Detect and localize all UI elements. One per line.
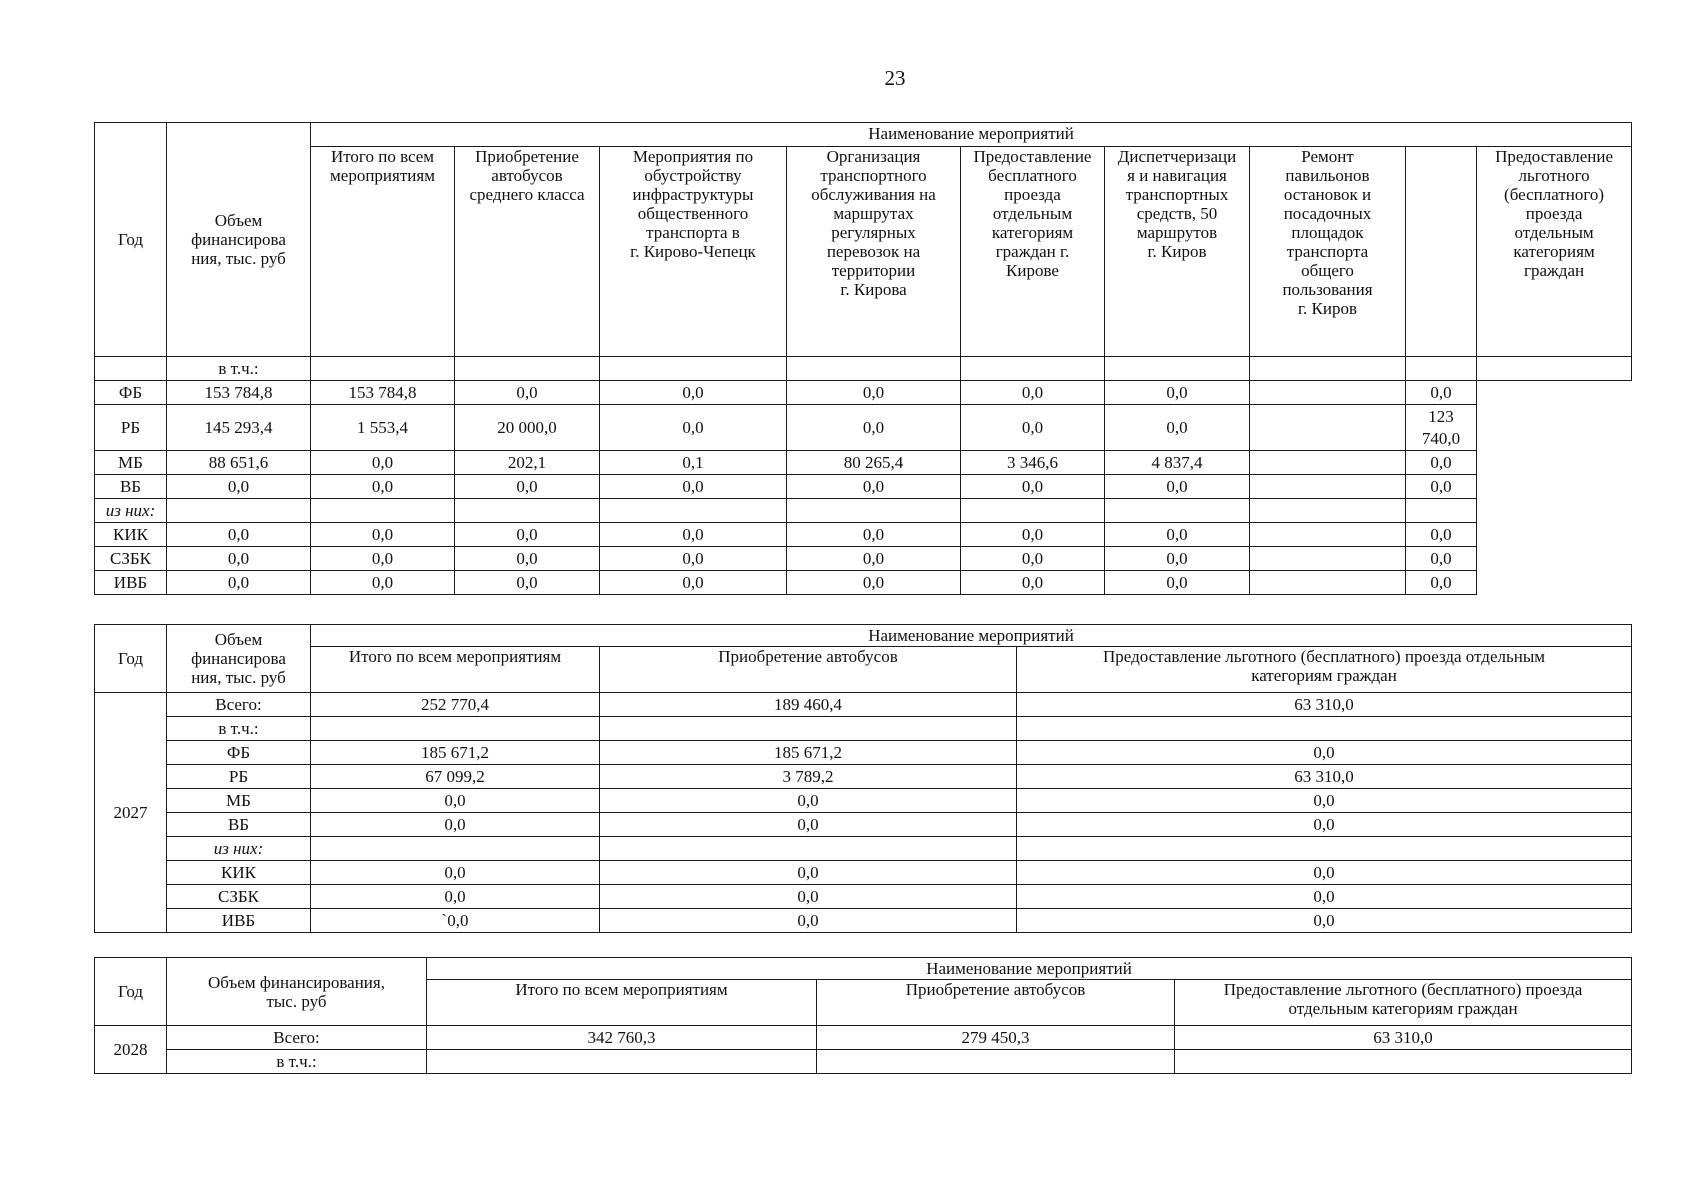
source-label: РБ — [95, 405, 167, 451]
source-label: ФБ — [95, 381, 167, 405]
volume-header: Объем финансирова ния, тыс. руб — [167, 123, 311, 357]
table-row — [95, 523, 1632, 547]
source-label: ИВБ — [167, 909, 311, 933]
source-label: КИК — [95, 523, 167, 547]
value-cell: 0,0 — [961, 381, 1105, 405]
value-cell — [1250, 451, 1406, 475]
value-cell: 0,0 — [787, 381, 961, 405]
table-row — [95, 451, 1632, 475]
column-header-label: Предоставление льготного (бесплатного) проезда отдельным категориям граждан — [1103, 647, 1545, 685]
value-cell: 0,0 — [455, 523, 600, 547]
source-label: СЗБК — [95, 547, 167, 571]
value-cell: 0,0 — [787, 405, 961, 451]
table-row — [95, 813, 1632, 837]
value-cell: 0,0 — [455, 381, 600, 405]
table-row — [95, 547, 1632, 571]
empty-cell — [600, 717, 1017, 741]
value-cell: 0,0 — [167, 475, 311, 499]
activities-group-header: Наименование мероприятий — [427, 958, 1632, 980]
incl-label: в т.ч.: — [167, 717, 311, 741]
value-cell: 0,0 — [600, 381, 787, 405]
column-header — [1175, 980, 1632, 1026]
value-cell: 0,0 — [167, 571, 311, 595]
financing-table-2027 — [94, 624, 1632, 933]
value-cell: 202,1 — [455, 451, 600, 475]
financing-table-2026 — [94, 122, 1632, 595]
year-cell: 2028 — [95, 1026, 167, 1074]
empty-cell — [1175, 1050, 1632, 1074]
value-cell: 0,0 — [1406, 381, 1477, 405]
column-header — [817, 980, 1175, 1026]
source-label: КИК — [167, 861, 311, 885]
source-label: ВБ — [167, 813, 311, 837]
year-cell: 2027 — [95, 693, 167, 933]
column-header — [455, 147, 600, 357]
empty-cell — [455, 499, 600, 523]
empty-cell — [1017, 837, 1632, 861]
column-header — [787, 147, 961, 357]
value-cell: 185 671,2 — [311, 741, 600, 765]
column-header — [311, 647, 600, 693]
value-cell: 0,0 — [600, 813, 1017, 837]
value-cell: 0,0 — [787, 523, 961, 547]
table-row — [95, 1050, 1632, 1074]
value-cell: 0,0 — [1406, 547, 1477, 571]
column-header-label: Итого по всем мероприятиям — [348, 647, 562, 666]
value-cell: 3 789,2 — [600, 765, 1017, 789]
column-header-label: Приобретение автобусов среднего класса — [469, 147, 585, 204]
column-header-label: Приобретение автобусов — [905, 980, 1086, 999]
column-header-label: Приобретение автобусов — [718, 647, 898, 666]
value-cell: 0,0 — [311, 523, 455, 547]
column-header — [311, 147, 455, 357]
value-cell: 0,0 — [1105, 571, 1250, 595]
value-cell: 88 651,6 — [167, 451, 311, 475]
value-cell: 145 293,4 — [167, 405, 311, 451]
column-header — [1017, 647, 1632, 693]
value-cell: 63 310,0 — [1017, 765, 1632, 789]
value-cell: 0,0 — [167, 547, 311, 571]
source-label: МБ — [167, 789, 311, 813]
value-cell — [1250, 381, 1406, 405]
value-cell: 0,0 — [961, 547, 1105, 571]
of-them-label: из них: — [167, 837, 311, 861]
value-cell: 0,0 — [600, 405, 787, 451]
value-cell: 0,0 — [1017, 909, 1632, 933]
value-cell: 153 784,8 — [167, 381, 311, 405]
empty-cell — [787, 499, 961, 523]
value-cell: 0,0 — [961, 405, 1105, 451]
activities-group-header: Наименование мероприятий — [311, 625, 1632, 647]
table-row — [95, 405, 1632, 451]
value-cell: 0,0 — [1105, 547, 1250, 571]
column-header-label: Предоставление льготного (бесплатного) проезда отдельным категориям граждан — [1223, 980, 1583, 1018]
empty-cell — [600, 837, 1017, 861]
value-cell: 0,0 — [600, 909, 1017, 933]
value-cell: 0,0 — [1017, 861, 1632, 885]
total-value: 342 760,3 — [427, 1026, 817, 1050]
value-cell — [1250, 405, 1406, 451]
value-cell: 67 099,2 — [311, 765, 600, 789]
table-row — [95, 1026, 1632, 1050]
table-row — [95, 909, 1632, 933]
value-cell: 0,0 — [600, 571, 787, 595]
value-cell: 0,0 — [961, 571, 1105, 595]
of-them-label: из них: — [95, 499, 167, 523]
table-row — [95, 475, 1632, 499]
value-cell: 0,0 — [1017, 813, 1632, 837]
table-row — [95, 837, 1632, 861]
value-cell: 0,0 — [311, 475, 455, 499]
value-cell: 0,0 — [455, 475, 600, 499]
activities-group-header: Наименование мероприятий — [311, 123, 1632, 147]
value-cell: 0,0 — [787, 571, 961, 595]
source-label: ФБ — [167, 741, 311, 765]
value-cell: 0,0 — [600, 523, 787, 547]
value-cell: 1 553,4 — [311, 405, 455, 451]
empty-cell — [1250, 499, 1406, 523]
empty-cell — [600, 499, 787, 523]
value-cell: 0,0 — [311, 547, 455, 571]
value-cell — [1250, 547, 1406, 571]
page-number: 23 — [884, 66, 906, 90]
value-cell: 80 265,4 — [787, 451, 961, 475]
empty-cell — [961, 499, 1105, 523]
value-cell: 0,0 — [1017, 789, 1632, 813]
table-row — [95, 381, 1632, 405]
source-label: ИВБ — [95, 571, 167, 595]
value-cell: 0,0 — [787, 475, 961, 499]
financing-table-2028 — [94, 957, 1632, 1074]
value-cell: 0,0 — [1017, 741, 1632, 765]
total-label: Всего: — [167, 1026, 427, 1050]
table-row — [95, 499, 1632, 523]
table-row — [95, 693, 1632, 717]
value-cell: 185 671,2 — [600, 741, 1017, 765]
value-cell: 153 784,8 — [311, 381, 455, 405]
value-cell: 0,0 — [167, 523, 311, 547]
source-label: РБ — [167, 765, 311, 789]
column-header-label: Организация транспортного обслуживания на маршрутах регулярных перевозок на территории г. Кирова — [811, 147, 936, 299]
value-cell: `0,0 — [311, 909, 600, 933]
source-label: СЗБК — [167, 885, 311, 909]
table-row — [95, 861, 1632, 885]
empty-cell — [167, 499, 311, 523]
volume-header: Объем финансирова ния, тыс. руб — [167, 625, 311, 693]
table-row — [95, 885, 1632, 909]
column-header-label: Мероприятия по обустройству инфраструктуры общественного транспорта в г. Кирово-Чепецк — [630, 147, 756, 261]
value-cell: 0,0 — [311, 861, 600, 885]
value-cell: 3 346,6 — [961, 451, 1105, 475]
value-cell: 123 740,0 — [1406, 405, 1477, 451]
value-cell: 0,0 — [1105, 405, 1250, 451]
value-cell: 0,0 — [1406, 523, 1477, 547]
year-header: Год — [95, 958, 167, 1026]
column-header-label: Ремонт павильонов остановок и посадочных площадок транспорта общего пользования г. Киров — [1282, 147, 1373, 318]
empty-cell — [311, 837, 600, 861]
total-value: 189 460,4 — [600, 693, 1017, 717]
table-row — [95, 571, 1632, 595]
value-cell: 0,0 — [1105, 381, 1250, 405]
value-cell: 0,0 — [1105, 523, 1250, 547]
empty-cell — [1017, 717, 1632, 741]
column-header — [1250, 147, 1406, 357]
value-cell — [1250, 523, 1406, 547]
empty-cell — [427, 1050, 817, 1074]
total-value: 63 310,0 — [1175, 1026, 1632, 1050]
column-header-label: Предоставление бесплатного проезда отдельным категориям граждан г. Кирове — [973, 147, 1092, 280]
incl-label: в т.ч.: — [167, 357, 311, 381]
source-label: МБ — [95, 451, 167, 475]
column-header — [427, 980, 817, 1026]
value-cell: 0,0 — [455, 547, 600, 571]
column-header — [600, 647, 1017, 693]
value-cell: 0,0 — [311, 451, 455, 475]
column-header-label: Итого по всем мероприятиям — [330, 147, 435, 185]
value-cell: 4 837,4 — [1105, 451, 1250, 475]
value-cell: 0,0 — [311, 885, 600, 909]
value-cell: 0,0 — [1017, 885, 1632, 909]
empty-cell — [1105, 499, 1250, 523]
total-label: Всего: — [167, 693, 311, 717]
empty-cell — [311, 717, 600, 741]
total-value: 252 770,4 — [311, 693, 600, 717]
value-cell: 20 000,0 — [455, 405, 600, 451]
source-label: ВБ — [95, 475, 167, 499]
value-cell: 0,0 — [961, 475, 1105, 499]
column-header-label: Итого по всем мероприятиям — [515, 980, 728, 999]
table-row — [95, 789, 1632, 813]
column-header — [1105, 147, 1250, 357]
value-cell — [1250, 475, 1406, 499]
value-cell: 0,0 — [311, 789, 600, 813]
column-header-label: Диспетчеризаци я и навигация транспортных средств, 50 маршрутов г. Киров — [1117, 147, 1237, 261]
total-value: 63 310,0 — [1017, 693, 1632, 717]
value-cell: 0,0 — [311, 813, 600, 837]
value-cell: 0,0 — [1406, 571, 1477, 595]
column-header — [1406, 147, 1477, 357]
table-row — [95, 765, 1632, 789]
empty-cell — [1406, 499, 1477, 523]
value-cell: 0,0 — [1105, 475, 1250, 499]
value-cell: 0,0 — [1406, 451, 1477, 475]
total-value: 279 450,3 — [817, 1026, 1175, 1050]
value-cell: 0,0 — [600, 789, 1017, 813]
column-header — [600, 147, 787, 357]
value-cell: 0,0 — [961, 523, 1105, 547]
value-cell: 0,0 — [600, 547, 787, 571]
empty-cell — [311, 499, 455, 523]
table-row — [95, 741, 1632, 765]
empty-cell — [817, 1050, 1175, 1074]
value-cell: 0,0 — [1406, 475, 1477, 499]
volume-header: Объем финансирования, тыс. руб — [167, 958, 427, 1026]
value-cell: 0,0 — [787, 547, 961, 571]
value-cell: 0,1 — [600, 451, 787, 475]
value-cell — [1250, 571, 1406, 595]
value-cell: 0,0 — [600, 861, 1017, 885]
value-cell: 0,0 — [455, 571, 600, 595]
column-header-label: Предоставление льготного (бесплатного) проезда отдельным категориям граждан — [1495, 147, 1614, 280]
year-header: Год — [95, 625, 167, 693]
year-cell — [95, 357, 167, 381]
incl-label: в т.ч.: — [167, 1050, 427, 1074]
value-cell: 0,0 — [311, 571, 455, 595]
value-cell: 0,0 — [600, 885, 1017, 909]
column-header — [961, 147, 1105, 357]
year-header: Год — [95, 123, 167, 357]
column-header — [1477, 147, 1632, 357]
value-cell: 0,0 — [600, 475, 787, 499]
table-row — [95, 717, 1632, 741]
